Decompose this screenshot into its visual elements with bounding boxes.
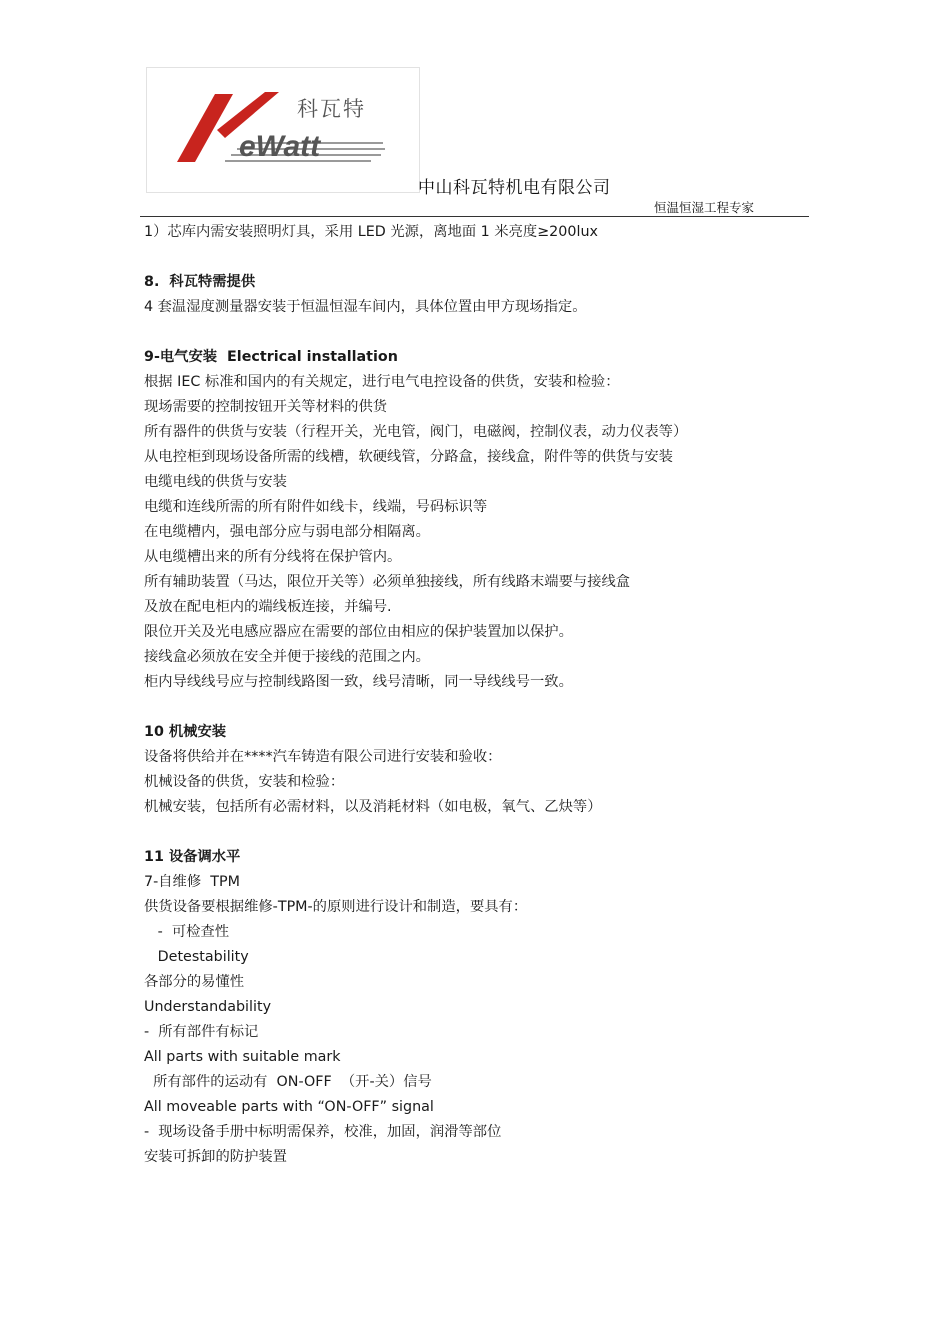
body-text-line: 1）芯库内需安装照明灯具，采用 LED 光源，离地面 1 米亮度≥200lux <box>144 224 598 240</box>
body-text-line: 现场需要的控制按钮开关等材料的供货 <box>144 399 388 415</box>
body-text-line: All parts with suitable mark <box>144 1049 341 1065</box>
body-text-line: 供货设备要根据维修-TPM-的原则进行设计和制造，要具有： <box>144 899 528 915</box>
header-divider <box>140 216 809 217</box>
body-text-line: 从电控柜到现场设备所需的线槽，软硬线管，分路盒，接线盒，附件等的供货与安装 <box>144 449 673 465</box>
body-text-line: 安装可拆卸的防护装置 <box>144 1149 287 1165</box>
company-logo <box>146 67 420 193</box>
section-heading: 9-电气安装 Electrical installation <box>144 349 398 365</box>
body-text-line: Detestability <box>144 949 249 965</box>
company-name: 中山科瓦特机电有限公司 <box>418 178 611 198</box>
body-text-line: 所有器件的供货与安装（行程开关，光电管，阀门，电磁阀，控制仪表，动力仪表等） <box>144 424 688 440</box>
logo-brand-en: eWatt <box>239 130 321 163</box>
body-text-line: 7-自维修 TPM <box>144 874 240 890</box>
body-text-line: 接线盒必须放在安全并便于接线的范围之内。 <box>144 649 430 665</box>
body-text-line: 电缆和连线所需的所有附件如线卡，线端，号码标识等 <box>144 499 488 515</box>
section-heading: 11 设备调水平 <box>144 849 241 865</box>
body-text-line: 及放在配电柜内的端线板连接，并编号. <box>144 599 392 615</box>
document-body <box>144 220 824 1170</box>
body-text-line: - 可检查性 <box>144 924 230 940</box>
blank-line <box>144 695 824 720</box>
body-text-line: 限位开关及光电感应器应在需要的部位由相应的保护装置加以保护。 <box>144 624 573 640</box>
body-text-line: - 现场设备手册中标明需保养，校准，加固，润滑等部位 <box>144 1124 502 1140</box>
blank-line <box>144 320 824 345</box>
section-heading: 8. 科瓦特需提供 <box>144 274 256 290</box>
company-tagline: 恒温恒湿工程专家 <box>654 200 755 215</box>
kewatt-logo-graphic <box>147 68 419 192</box>
body-text-line: 机械设备的供货，安装和检验： <box>144 774 345 790</box>
body-text-line: 设备将供给并在****汽车铸造有限公司进行安装和验收： <box>144 749 502 765</box>
body-text-line: 从电缆槽出来的所有分线将在保护管内。 <box>144 549 402 565</box>
section-heading: 10 机械安装 <box>144 724 227 740</box>
body-text-line: Understandability <box>144 999 272 1015</box>
body-text-line: 各部分的易懂性 <box>144 974 245 990</box>
body-text-line: 机械安装，包括所有必需材料，以及消耗材料（如电极，氧气、乙炔等） <box>144 799 602 815</box>
body-text-line: 4 套温湿度测量器安装于恒温恒湿车间内，具体位置由甲方现场指定。 <box>144 299 587 315</box>
body-text-line: 柜内导线线号应与控制线路图一致，线号清晰，同一导线线号一致。 <box>144 674 573 690</box>
blank-line <box>144 820 824 845</box>
body-text-line: 所有辅助装置（马达，限位开关等）必须单独接线，所有线路末端要与接线盒 <box>144 574 631 590</box>
body-text-line: All moveable parts with “ON-OFF” signal <box>144 1099 434 1115</box>
body-text-line: 电缆电线的供货与安装 <box>144 474 287 490</box>
body-text-line: 在电缆槽内，强电部分应与弱电部分相隔离。 <box>144 524 430 540</box>
body-text-line: - 所有部件有标记 <box>144 1024 259 1040</box>
body-text-line: 根据 IEC 标准和国内的有关规定，进行电气电控设备的供货，安装和检验： <box>144 374 620 390</box>
logo-brand-cn: 科瓦特 <box>297 97 366 121</box>
body-text-line: 所有部件的运动有 ON-OFF （开-关）信号 <box>144 1074 432 1090</box>
blank-line <box>144 245 824 270</box>
